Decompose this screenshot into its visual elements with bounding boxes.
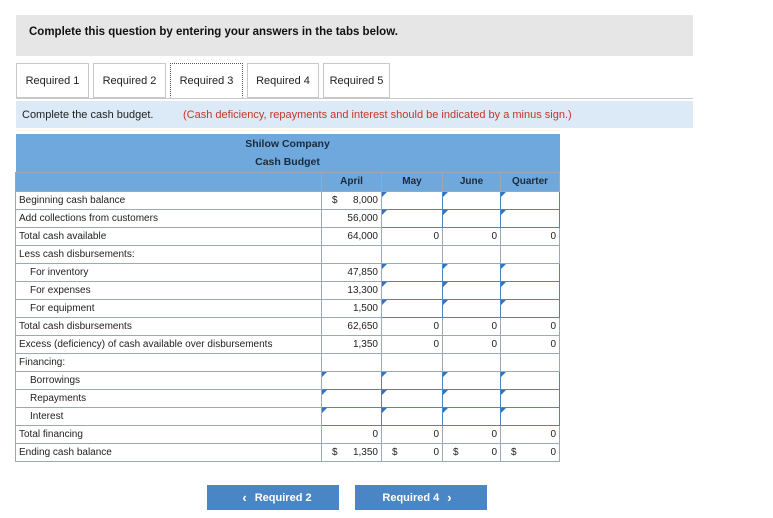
april-value: 47,850 <box>322 263 382 281</box>
row-repayments <box>16 389 560 407</box>
col-quarter: Quarter <box>501 172 560 191</box>
quarter-value: 0 <box>501 335 560 353</box>
column-header-row <box>16 172 560 191</box>
next-button-label: Required 4 <box>382 491 440 504</box>
may-input[interactable] <box>382 281 443 299</box>
row-label: Excess (deficiency) of cash available over disbursements <box>16 335 322 353</box>
june-value: 0 <box>443 227 501 245</box>
row-label: For expenses <box>16 281 322 299</box>
may-input[interactable] <box>382 407 443 425</box>
row-label: Repayments <box>16 389 322 407</box>
row-financing <box>16 353 560 371</box>
cash-budget-table <box>15 134 560 462</box>
april-value: 0 <box>322 425 382 443</box>
instruction-note: (Cash deficiency, repayments and interest should be indicated by a minus sign.) <box>183 109 572 121</box>
may-input[interactable] <box>382 299 443 317</box>
row-label: Financing: <box>16 353 322 371</box>
april-input[interactable] <box>322 371 382 389</box>
row-total-available <box>16 227 560 245</box>
row-label: Borrowings <box>16 371 322 389</box>
row-ending <box>16 443 560 461</box>
row-label: Total financing <box>16 425 322 443</box>
quarter-input[interactable] <box>501 407 560 425</box>
header-blank <box>16 172 322 191</box>
april-value: $ 1,350 <box>322 443 382 461</box>
june-value: $ 0 <box>443 443 501 461</box>
requirement-tabs <box>16 63 394 100</box>
quarter-input[interactable] <box>501 209 560 227</box>
row-label: Add collections from customers <box>16 209 322 227</box>
may-input[interactable] <box>382 389 443 407</box>
col-may: May <box>382 172 443 191</box>
row-beginning <box>16 191 560 209</box>
may-value: 0 <box>382 425 443 443</box>
company-name: Shilow Company <box>16 134 560 153</box>
april-value: 1,500 <box>322 299 382 317</box>
tab-required-5[interactable]: Required 5 <box>323 63 390 98</box>
tab-divider <box>16 98 693 99</box>
june-input[interactable] <box>443 407 501 425</box>
row-borrowings <box>16 371 560 389</box>
june-input[interactable] <box>443 191 501 209</box>
row-label: Ending cash balance <box>16 443 322 461</box>
tab-required-1[interactable]: Required 1 <box>16 63 89 98</box>
april-value: 62,650 <box>322 317 382 335</box>
instruction-text: Complete the cash budget. <box>22 109 154 121</box>
prev-required-button[interactable] <box>207 485 339 510</box>
row-label: Total cash disbursements <box>16 317 322 335</box>
quarter-value: 0 <box>501 425 560 443</box>
june-input[interactable] <box>443 209 501 227</box>
row-label: Beginning cash balance <box>16 191 322 209</box>
row-total-financing <box>16 425 560 443</box>
april-value: 64,000 <box>322 227 382 245</box>
row-label: Less cash disbursements: <box>16 245 322 263</box>
june-value: 0 <box>443 317 501 335</box>
quarter-input[interactable] <box>501 299 560 317</box>
row-equipment <box>16 299 560 317</box>
quarter-input[interactable] <box>501 389 560 407</box>
row-collections <box>16 209 560 227</box>
col-april: April <box>322 172 382 191</box>
june-input[interactable] <box>443 281 501 299</box>
quarter-value: 0 <box>501 317 560 335</box>
row-expenses <box>16 281 560 299</box>
quarter-input[interactable] <box>501 263 560 281</box>
row-excess <box>16 335 560 353</box>
may-value: 0 <box>382 335 443 353</box>
row-label: For inventory <box>16 263 322 281</box>
june-input[interactable] <box>443 299 501 317</box>
april-input[interactable] <box>322 389 382 407</box>
may-value: 0 <box>382 227 443 245</box>
may-input[interactable] <box>382 263 443 281</box>
budget-title: Cash Budget <box>16 153 560 172</box>
col-june: June <box>443 172 501 191</box>
may-input[interactable] <box>382 209 443 227</box>
chevron-left-icon: ‹ <box>242 490 247 505</box>
tab-required-2[interactable]: Required 2 <box>93 63 166 98</box>
may-input[interactable] <box>382 371 443 389</box>
row-label: Interest <box>16 407 322 425</box>
quarter-input[interactable] <box>501 371 560 389</box>
may-input[interactable] <box>382 191 443 209</box>
row-less-disbursements <box>16 245 560 263</box>
row-label: For equipment <box>16 299 322 317</box>
row-interest <box>16 407 560 425</box>
row-inventory <box>16 263 560 281</box>
instruction-bar <box>16 101 693 128</box>
june-input[interactable] <box>443 389 501 407</box>
quarter-input[interactable] <box>501 191 560 209</box>
quarter-value: $ 0 <box>501 443 560 461</box>
quarter-value: 0 <box>501 227 560 245</box>
row-label: Total cash available <box>16 227 322 245</box>
tab-required-4[interactable]: Required 4 <box>247 63 319 98</box>
prev-button-label: Required 2 <box>254 491 312 504</box>
may-value: 0 <box>382 317 443 335</box>
june-value: 0 <box>443 425 501 443</box>
quarter-input[interactable] <box>501 281 560 299</box>
april-value: $ 8,000 <box>322 191 382 209</box>
june-input[interactable] <box>443 371 501 389</box>
april-value: 13,300 <box>322 281 382 299</box>
instructions-banner <box>16 15 693 56</box>
banner-text: Complete this question by entering your answers in the tabs below. <box>29 26 398 38</box>
june-value: 0 <box>443 335 501 353</box>
chevron-right-icon: › <box>447 490 452 505</box>
next-required-button[interactable] <box>355 485 487 510</box>
june-input[interactable] <box>443 263 501 281</box>
row-total-disbursements <box>16 317 560 335</box>
tab-required-3[interactable]: Required 3 <box>170 63 243 98</box>
april-value: 1,350 <box>322 335 382 353</box>
may-value: $ 0 <box>382 443 443 461</box>
april-input[interactable] <box>322 407 382 425</box>
april-value: 56,000 <box>322 209 382 227</box>
